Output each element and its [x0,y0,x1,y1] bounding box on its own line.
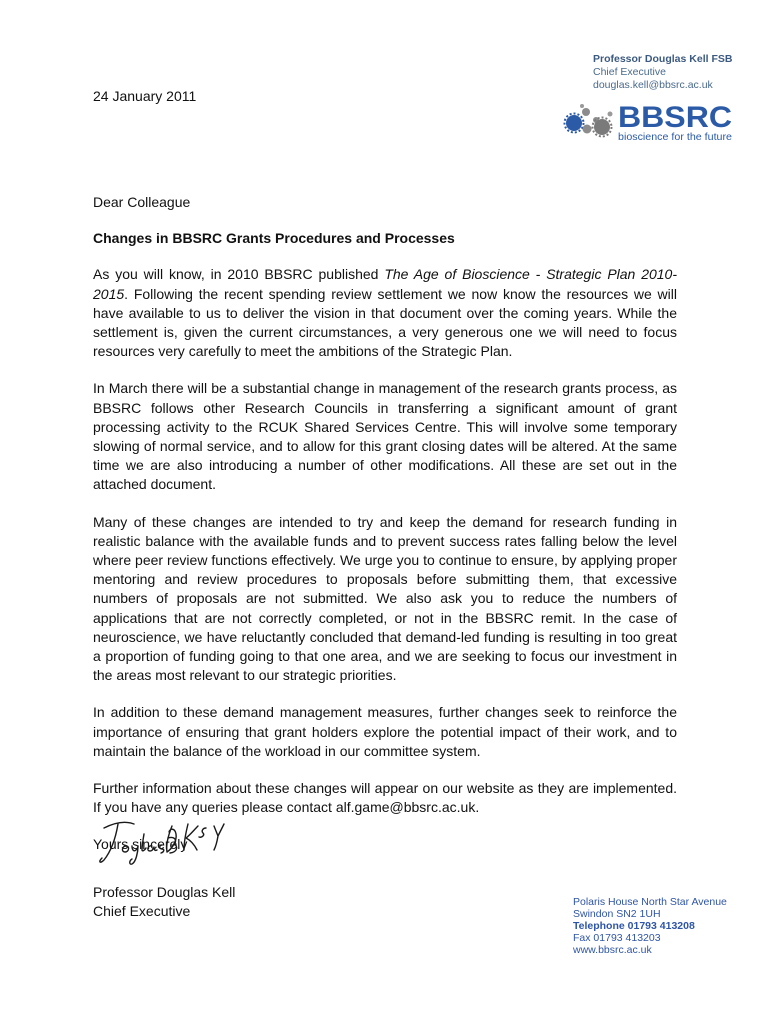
strategic-plan-title: The Age of Bioscience - Strategic Plan 2010-2015 [93,266,678,302]
letter-date: 24 January 2011 [93,88,197,104]
paragraph-1-intro: As you will know, in 2010 BBSRC published [93,266,385,283]
signatory-block [93,883,235,921]
sender-block [593,53,763,92]
logo-wordmark: BBSRC [618,101,732,134]
salutation: Dear Colleague [93,194,191,210]
sender-title: Chief Executive [593,66,666,78]
address-block [573,896,743,956]
website-link[interactable]: www.bbsrc.ac.uk [573,944,652,956]
logo-tagline: bioscience for the future [618,131,733,143]
address-line-1: Polaris House North Star Avenue [573,896,727,908]
paragraph-5: Further information about these changes will appear on our website as they are implemented. If you have any queries please contact alf.game@bbsrc.ac.uk. [93,780,677,816]
paragraph-2: In March there will be a substantial change in management of the research grants process, as BBSRC follows other Research Councils in transferring a significant amount of grant processing activity to the RCUK Shared Services Centre. This will involve some temporary slowing of normal service, and to allow for this grant closing dates will be altered. At the same time we are also introducing a number of other modifications. All these are set out in the attached document. [93,380,677,493]
signatory-title: Chief Executive [93,903,191,919]
address-line-2: Swindon SN2 1UH [573,908,661,920]
subject-heading: Changes in BBSRC Grants Procedures and Processes [93,230,455,247]
signatory-name: Professor Douglas Kell [93,884,236,900]
handwritten-signature [96,812,256,874]
telephone: Telephone 01793 413208 [573,920,695,932]
paragraph-1-rest: . Following the recent spending review settlement we now know the resources we will have available to us to deliver the vision in that document over the coming years. While the settlement is, given the current circumstances, a very generous one we will need to focus resources very carefully to meet the ambitions of the Strategic Plan. [93,285,677,360]
fax: Fax 01793 413203 [573,932,661,944]
bbsrc-logo [562,98,734,144]
paragraph-1 [93,265,677,361]
closing: Yours sincerely [93,836,188,853]
molecule-icon [565,104,613,137]
paragraph-3: Many of these changes are intended to try and keep the demand for research funding in realistic balance with the available funds and to prevent success rates falling below the level where peer review functions effectively. We urge you to continue to ensure, by applying proper mentoring and review procedures to proposals before submitting them, that excessive numbers of proposals are not submitted. We also ask you to reduce the numbers of applications that are not correctly completed, or not in the BBSRC remit. In the case of neuroscience, we have reluctantly concluded that demand-led funding is resulting in too great a proportion of funding going to that one area, and we are seeking to focus our investment in the areas most relevant to our strategic priorities. [93,513,677,684]
paragraph-4: In addition to these demand management measures, further changes seek to reinforce the importance of ensuring that grant holders explore the potential impact of their work, and to maintain the balance of the workload in our committee system. [93,704,677,759]
sender-email[interactable]: douglas.kell@bbsrc.ac.uk [593,79,713,91]
letter-body [93,193,677,855]
sender-name: Professor Douglas Kell FSB [593,53,733,65]
